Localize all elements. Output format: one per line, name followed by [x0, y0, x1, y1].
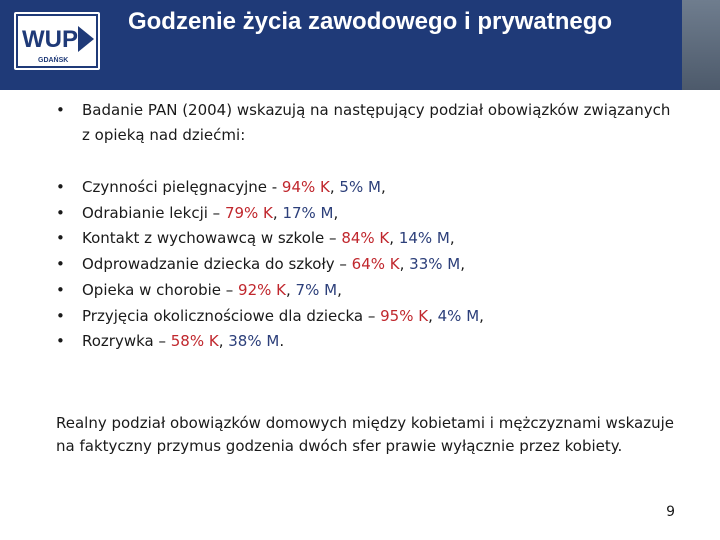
list-item [56, 329, 676, 355]
men-percentage: 5% M [339, 178, 381, 196]
separator: , [272, 203, 283, 222]
terminator: , [337, 280, 342, 299]
activity-label: Odprowadzanie dziecka do szkoły – [82, 255, 352, 274]
page-number: 9 [666, 504, 675, 520]
activity-label: Odrabianie lekcji – [82, 203, 225, 222]
men-percentage: 38% M [228, 332, 280, 351]
women-percentage: 79% K [224, 203, 273, 222]
separator: , [286, 280, 296, 299]
activity-label: Rozrywka – [82, 332, 171, 351]
men-percentage: 17% M [282, 203, 334, 222]
logo-text: WUP [22, 26, 78, 53]
men-percentage: 7% M [295, 280, 338, 299]
activity-label: Czynności pielęgnacyjne - [82, 178, 282, 196]
wup-logo [14, 12, 100, 70]
list-item [56, 226, 676, 252]
slide-title: Godzenie życia zawodowego i prywatnego [127, 8, 613, 35]
separator: , [428, 306, 438, 325]
responsibilities-list [56, 175, 676, 355]
men-percentage: 14% M [398, 229, 450, 248]
logo-subtext: GDAŃSK [38, 57, 69, 64]
list-item [56, 278, 676, 304]
summary-paragraph: Realny podział obowiązków domowych między kobietami i mężczyznami wskazuje na faktyczny przymus godzenia dwóch sfer prawie wyłącznie przez kobiety. [56, 414, 675, 455]
terminator: , [460, 255, 466, 274]
list-item [56, 304, 676, 330]
terminator: . [279, 332, 285, 351]
wup-logo-graphic [14, 12, 100, 70]
separator: , [389, 229, 399, 248]
women-percentage: 84% K [341, 229, 390, 248]
men-percentage: 4% M [437, 306, 480, 325]
terminator: , [479, 306, 484, 325]
list-item [56, 252, 676, 278]
terminator: , [380, 178, 386, 196]
women-percentage: 95% K [380, 306, 429, 325]
terminator: , [449, 229, 455, 248]
activity-label: Kontakt z wychowawcą w szkole – [82, 229, 342, 248]
women-percentage: 94% K [281, 178, 330, 196]
separator: , [218, 332, 229, 351]
women-percentage: 64% K [351, 255, 400, 274]
list-item [56, 175, 676, 201]
women-percentage: 92% K [238, 280, 286, 299]
slide-header [0, 0, 720, 90]
women-percentage: 58% K [170, 332, 219, 351]
separator: , [399, 255, 410, 274]
intro-list [56, 98, 676, 148]
header-corner-decoration [682, 0, 720, 90]
terminator: , [333, 203, 339, 222]
slide-content [56, 98, 676, 355]
activity-label: Opieka w chorobie – [82, 280, 239, 299]
men-percentage: 33% M [409, 255, 461, 274]
activity-label: Przyjęcia okolicznościowe dla dziecka – [82, 306, 381, 325]
separator: , [329, 178, 340, 196]
intro-bullet: • Badanie PAN (2004) wskazują na następujący podział obowiązków związanych z opieką nad dziećmi: [56, 98, 676, 148]
list-item [56, 201, 676, 227]
